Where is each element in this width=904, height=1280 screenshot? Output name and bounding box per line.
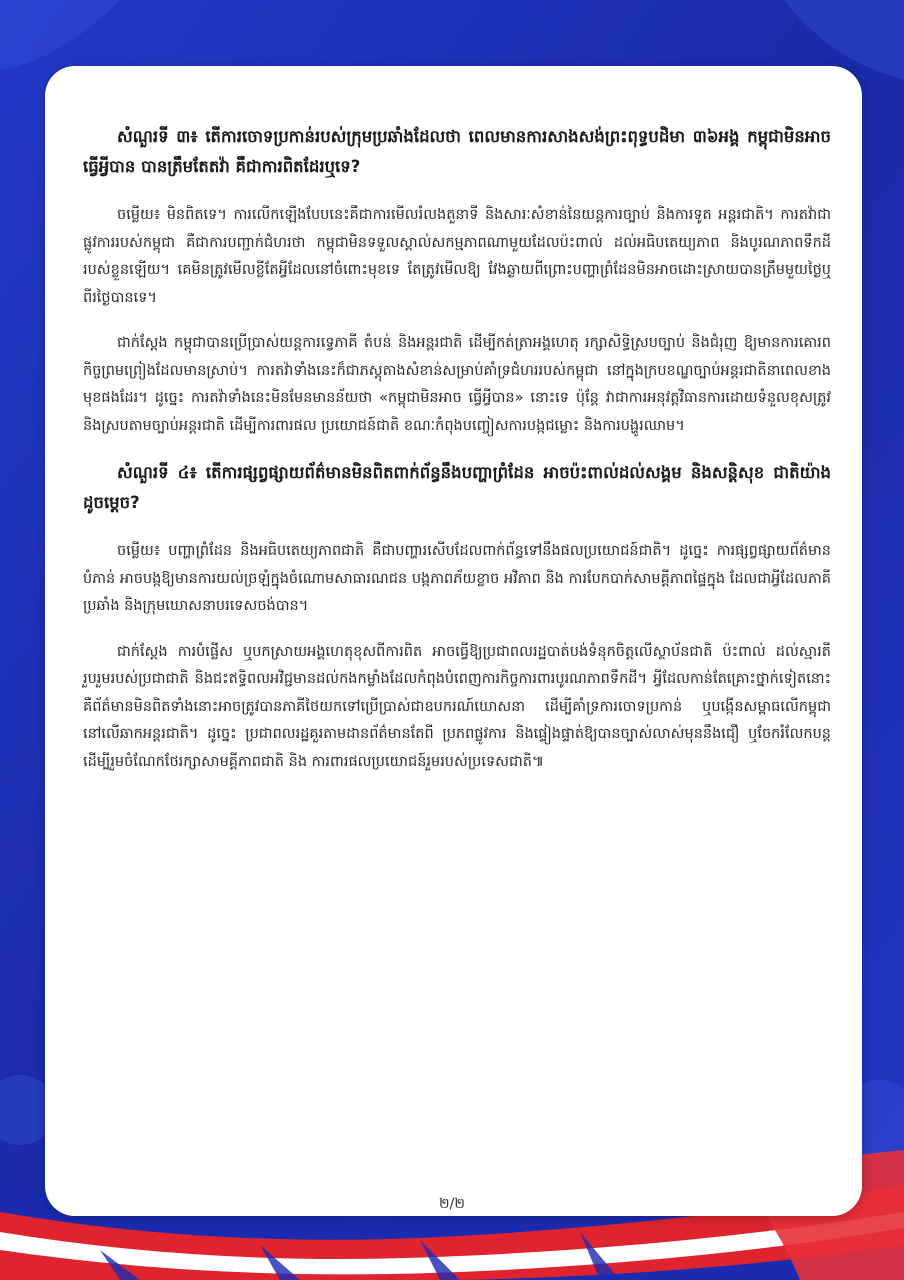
question-3-answer: ចម្លើយ៖ មិនពិតទេ។ ការលើកឡើងបែបនេះគឺជាការមើលរំលងតួនាទី និងសារៈសំខាន់នៃយន្តការច្បាប់ និងការទូត អន្តរជាតិ។ ការតវ៉ាជាផ្លូវការរបស់កម្ពុជា គឺជាការបញ្ជាក់ជំហរថា កម្ពុជាមិនទទួលស្គាល់សកម្មភាពណាមួយដែលប៉ះពាល់ ដល់អធិបតេយ្យភាព និងបូរណភាពទឹកដីរបស់ខ្លួនឡើយ។ គេមិនត្រូវមើលខ្លីតែអ្វីដែលនៅចំពោះមុខទេ តែត្រូវមើលឱ្យ វែងឆ្ងាយពីព្រោះបញ្ហាព្រំដែនមិនអាចដោះស្រាយបានត្រឹមមួយថ្ងៃឬពីរថ្ងៃបានទេ។ — [83, 207, 831, 306]
page-number: ២/២ — [439, 1196, 465, 1212]
document-body — [83, 122, 831, 794]
question-4-answer: ចម្លើយ៖ បញ្ហាព្រំដែន និងអធិបតេយ្យភាពជាតិ គឺជាបញ្ហារសើបដែលពាក់ព័ន្ធទៅនឹងផលប្រយោជន៍ជាតិ។ ដូច្នេះ ការផ្សព្វផ្សាយព័ត៌មានបំភាន់ អាចបង្កឱ្យមានការយល់ច្រឡំក្នុងចំណោមសាធារណជន បង្កភាពភ័យខ្លាច អវិភាព និង ការបែកបាក់សាមគ្គីភាពផ្ទៃក្នុង ដែលជាអ្វីដែលភាគីប្រឆាំង និងក្រុមឃោសនាបរទេសចង់បាន។ — [83, 543, 831, 614]
question-3-detail: ជាក់ស្តែង កម្ពុជាបានប្រើប្រាស់យន្តការទ្វេភាគី តំបន់ និងអន្តរជាតិ ដើម្បីកត់ត្រាអង្គហេតុ រក្សាសិទ្ធិស្របច្បាប់ និងជំរុញ ឱ្យមានការគោរពកិច្ចព្រមព្រៀងដែលមានស្រាប់។ ការតវ៉ាទាំងនេះក៏ជាភស្តុតាងសំខាន់សម្រាប់គាំទ្រជំហររបស់កម្ពុជា នៅក្នុងក្របខណ្ឌច្បាប់អន្តរជាតិនាពេលខាងមុខផងដែរ។ ដូច្នេះ ការតវ៉ាទាំងនេះមិនមែនមានន័យថា «កម្ពុជាមិនអាច ធ្វើអ្វីបាន» នោះទេ ប៉ុន្តែ វាជាការអនុវត្តវិធានការដោយទំនួលខុសត្រូវ និងស្របតាមច្បាប់អន្តរជាតិ ដើម្បីការពារផល ប្រយោជន៍ជាតិ ខណៈកំពុងបញ្ចៀសការបង្កជម្លោះ និងការបង្ហូរឈាម។ — [83, 335, 831, 434]
question-4-detail: ជាក់ស្តែង ការបំផ្លើស ឬបកស្រាយអង្គហេតុខុសពីការពិត អាចធ្វើឱ្យប្រជាពលរដ្ឋបាត់បង់ទំនុកចិត្តលើស្ថាប័នជាតិ ប៉ះពាល់ ដល់ស្មារតីរួបរួមរបស់ប្រជាជាតិ និងជះឥទ្ធិពលអវិជ្ជមានដល់កងកម្លាំងដែលកំពុងបំពេញការកិច្ចការពារបូរណភាពទឹកដី។ អ្វីដែលកាន់តែគ្រោះថ្នាក់ទៀតនោះ គឺព័ត៌មានមិនពិតទាំងនោះអាចត្រូវបានភាគីថៃយកទៅប្រើប្រាស់ជាឧបករណ៍ឃោសនា ដើម្បីគាំទ្រការចោទប្រកាន់ ឬបង្កើនសម្ពាធលើកម្ពុជានៅលើឆាកអន្តរជាតិ។ ដូច្នេះ ប្រជាពលរដ្ឋគួរតាមដានព័ត៌មានតែពី ប្រភពផ្លូវការ និងផ្ទៀងផ្ទាត់ឱ្យបានច្បាស់លាស់មុននឹងជឿ ឬចែករំលែកបន្ត ដើម្បីរួមចំណែកថែរក្សាសាមគ្គីភាពជាតិ និង ការពារផលប្រយោជន៍រួមរបស់ប្រទេសជាតិ៕ — [83, 643, 831, 770]
question-3-heading: សំណួរទី ៣៖ តើការចោទប្រកាន់របស់ក្រុមប្រឆាំងដែលថា ពេលមានការសាងសង់ព្រះពុទ្ធបដិមា ៣៦អង្គ កម្ពុជាមិនអាចធ្វើអ្វីបាន បានត្រឹមតែតវ៉ា គឺជាការពិតដែរឬទេ? — [83, 127, 831, 176]
question-4-heading: សំណួរទី ៤៖ តើការផ្សព្វផ្សាយព័ត៌មានមិនពិតពាក់ព័ន្ធនឹងបញ្ហាព្រំដែន អាចប៉ះពាល់ដល់សង្គម និងសន្តិសុខ ជាតិយ៉ាងដូចម្តេច? — [83, 463, 831, 512]
